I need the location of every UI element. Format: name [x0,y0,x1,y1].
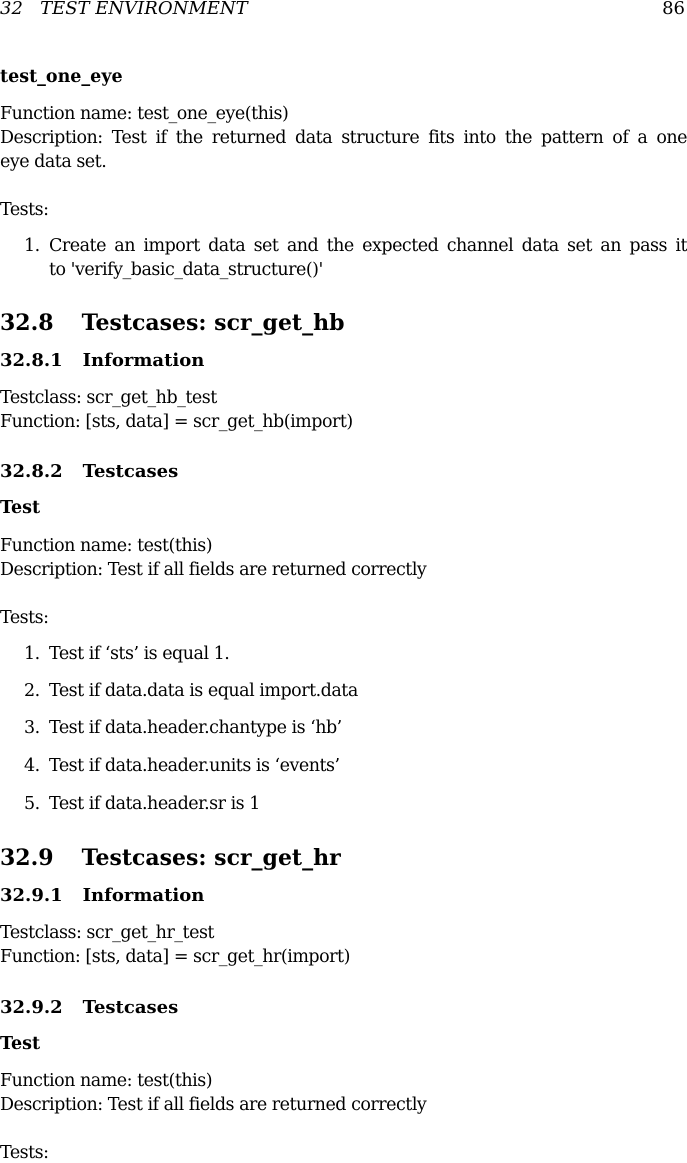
subsection-32-8-1-heading [0,350,204,371]
list-item-number: 2. [24,681,40,701]
test-description-line: Description: Test if all fields are returned correctly [0,1095,427,1115]
list-item: Test if ‘sts’ is equal 1. [49,644,230,664]
subsection-number: 32.8.1 [0,350,63,371]
test-heading: Test [0,498,41,518]
subsection-title: Testcases [82,997,179,1018]
test-description-line: Description: Test if all fields are returned correctly [0,560,427,580]
list-item: Test if data.header.units is ‘events’ [49,756,340,776]
test-heading: Test [0,1034,41,1054]
tests-label: Tests: [0,1143,49,1163]
test-one-eye-description-line2: eye data set. [0,152,107,172]
chapter-title: TEST ENVIRONMENT [40,0,248,19]
test-one-eye-item-line1: Create an import data set and the expected channel data set an pass it [49,236,687,256]
subsection-title: Information [82,885,205,906]
test-one-eye-heading: test_one_eye [0,67,123,87]
list-item: Test if data.header.chantype is ‘hb’ [49,718,342,738]
test-function-line: Function name: test(this) [0,1071,213,1091]
chapter-number: 32 [0,0,23,19]
subsection-32-8-2-heading [0,461,178,482]
list-item-number: 5. [24,794,40,814]
testclass-line: Testclass: scr_get_hb_test [0,388,217,408]
testclass-line: Testclass: scr_get_hr_test [0,923,214,943]
list-item-number: 3. [24,718,40,738]
function-line: Function: [sts, data] = scr_get_hr(import) [0,947,350,967]
list-item-number: 1. [24,644,40,664]
test-one-eye-description-line1: Description: Test if the returned data structure fits into the pattern of a one [0,128,687,148]
test-one-eye-tests-label: Tests: [0,200,49,220]
section-32-8-heading [0,310,344,336]
running-header-chapter [0,0,248,19]
subsection-number: 32.9.1 [0,885,63,906]
list-item-number: 4. [24,756,40,776]
test-one-eye-item-number: 1. [24,236,40,256]
subsection-32-9-2-heading [0,997,178,1018]
subsection-number: 32.9.2 [0,997,63,1018]
section-title: Testcases: scr_get_hr [81,845,341,871]
section-number: 32.9 [0,845,54,871]
subsection-number: 32.8.2 [0,461,63,482]
page-number: 86 [662,0,685,19]
section-32-9-heading [0,845,341,871]
function-line: Function: [sts, data] = scr_get_hb(import) [0,412,353,432]
tests-label: Tests: [0,608,49,628]
test-one-eye-function-line: Function name: test_one_eye(this) [0,104,289,124]
test-one-eye-item-line2: to 'verify_basic_data_structure()' [49,260,323,280]
subsection-32-9-1-heading [0,885,204,906]
section-title: Testcases: scr_get_hb [81,310,345,336]
subsection-title: Information [82,350,205,371]
test-function-line: Function name: test(this) [0,536,213,556]
subsection-title: Testcases [82,461,179,482]
section-number: 32.8 [0,310,54,336]
list-item: Test if data.data is equal import.data [49,681,358,701]
list-item: Test if data.header.sr is 1 [49,794,260,814]
